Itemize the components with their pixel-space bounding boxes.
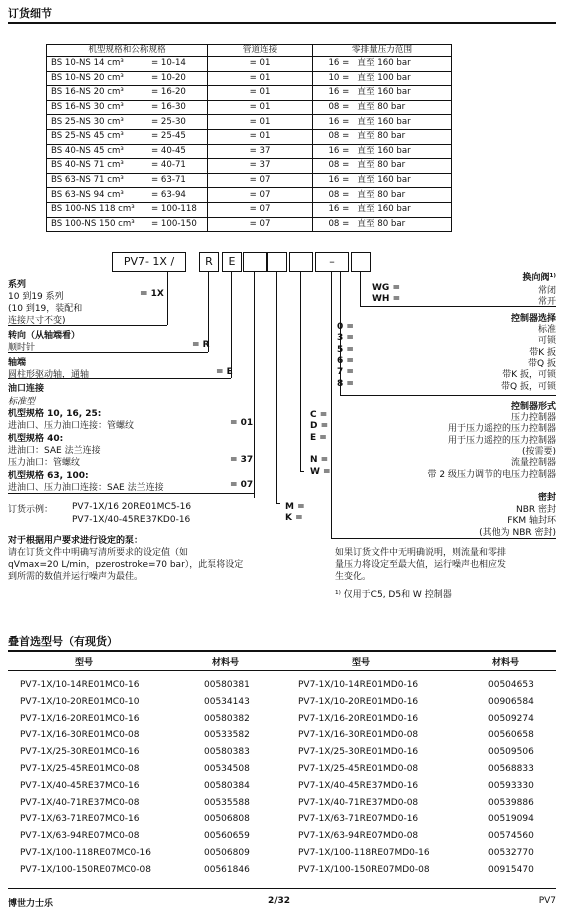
series-label: 系列 [8,280,27,290]
header-rule [8,22,556,24]
spec-cell-model: BS 10-NS 14 cm³ [47,57,148,72]
spec-cell-model: BS 40-NS 71 cm³ [47,159,148,174]
right-note-1: 如果订货文件中无明确说明，则流量和零排 [335,548,507,558]
ctrl-option-code: 5 = [337,344,354,355]
ctrl-option-code: 7 = [337,367,354,378]
pref-right-type: PV7-1X/10-14RE01MD0-16 [298,680,419,690]
spec-cell-pval: 直至 160 bar [353,202,451,217]
code-box-rotation: R [199,252,219,272]
preferred-title: 叠首选型号（有现货） [8,635,118,648]
rotation-label: 转向（从轴端看） [8,331,81,341]
spec-cell-pval: 直至 80 bar [353,159,451,174]
shaft-label: 轴端 [8,358,27,368]
pref-col-type-left: 型号 [75,658,94,668]
pref-left-mat: 00580384 [204,780,250,791]
port-group2-code: = 37 [230,455,254,465]
spec-cell-pipe: = 07 [208,217,313,232]
pref-left-mat: 00506808 [204,814,250,825]
pref-left-mat: 00534143 [204,696,250,707]
pref-left-type: PV7-1X/16-20RE01MC0-16 [20,713,140,724]
pref-left-mat: 00580383 [204,747,250,758]
pref-left-mat: 00561846 [204,864,250,875]
pref-left-type: PV7-1X/25-30RE01MC0-16 [20,747,140,758]
type-option-desc: 用于压力遥控的压力控制器 [447,424,556,435]
spec-cell-code: = 25-45 [147,129,208,144]
code-box-prange [289,252,313,272]
series-line1: 10 到19 系列 [8,292,64,302]
spec-cell-pval: 直至 80 bar [353,217,451,232]
seal-option-code: K = [285,513,303,524]
series-line2: (10 到19，装配和 [8,304,83,314]
spec-cell-pval: 直至 80 bar [353,188,451,203]
spec-cell-code: = 16-20 [147,86,208,101]
pref-left-mat: 00506809 [204,847,250,858]
section-title: 订货细节 [8,7,52,20]
type-option-desc: 带 2 级压力调节的电压力控制器 [427,469,556,480]
spec-row [47,144,452,159]
spec-cell-code: = 63-71 [147,173,208,188]
spec-cell-pipe: = 01 [208,71,313,86]
type-option-desc: 用于压力遥控的压力控制器 [447,435,556,446]
valve-option-desc: 常闭 [537,286,556,296]
spec-cell-prange: 08 = [313,159,354,174]
spec-cell-prange: 16 = [313,144,354,159]
spec-cell-code: = 16-30 [147,100,208,115]
pref-left-mat: 00560659 [204,831,250,842]
spec-cell-pipe: = 37 [208,144,313,159]
pref-right-mat: 00593330 [488,780,534,791]
spec-cell-model: BS 100-NS 150 cm³ [47,217,148,232]
spec-cell-code: = 63-94 [147,188,208,203]
ctrl-option-code: 0 = [337,322,354,332]
type-option-code: E = [310,432,327,443]
spec-cell-model: BS 40-NS 45 cm³ [47,144,148,159]
spec-cell-model: BS 63-NS 94 cm³ [47,188,148,203]
pref-right-mat: 00568833 [488,763,534,774]
pref-left-mat: 00580382 [204,713,250,724]
port-group1-desc: 进油口、压力油口连接：管螺纹 [8,421,135,431]
spec-cell-pval: 直至 160 bar [353,144,451,159]
pref-left-mat: 00580381 [204,680,250,690]
port-label: 油口连接 [8,384,45,394]
ctrl-option-desc: 带Q 扳 [528,358,556,369]
pref-col-mat-right: 材料号 [492,658,520,668]
port-group2: 机型规格 40: [8,434,64,444]
pref-right-type: PV7-1X/25-30RE01MD0-16 [298,747,419,758]
spec-cell-pipe: = 07 [208,173,313,188]
right-note-2: 量压力将设定至最大值，运行噪声也相应发 [335,560,507,570]
pref-right-mat: 00539886 [488,797,534,808]
footer-page: 2/32 [268,896,291,906]
custom-note-1: 对于根据用户要求进行设定的泵： [8,536,144,546]
spec-cell-pipe: = 01 [208,129,313,144]
seal-title: 密封 [537,493,556,503]
spec-cell-pipe: = 01 [208,86,313,101]
pref-right-type: PV7-1X/10-20RE01MD0-16 [298,696,419,707]
port-group1: 机型规格 10, 16, 25: [8,409,102,419]
type-option-code: D = [310,421,329,432]
seal-option-desc: (其他为 NBR 密封) [479,527,556,538]
ctrl-option-code: 6 = [337,355,354,366]
spec-cell-code: = 10-20 [147,71,208,86]
spec-cell-prange: 08 = [313,217,354,232]
spec-cell-prange: 16 = [313,86,354,101]
spec-row [47,217,452,232]
spec-cell-model: BS 10-NS 20 cm³ [47,71,148,86]
spec-cell-pipe: = 37 [208,159,313,174]
custom-note-2: 请在订货文件中明确写清所要求的设定值（如 [8,548,189,558]
spec-cell-pipe: = 01 [208,115,313,130]
spec-row [47,202,452,217]
spec-cell-pval: 直至 160 bar [353,115,451,130]
port-group3-code: = 07 [230,480,254,490]
spec-cell-prange: 08 = [313,188,354,203]
pref-right-type: PV7-1X/40-45RE37MD0-16 [298,780,419,791]
spec-col-pipe: 管道连接 [208,45,313,57]
ctrl-option-desc: 带K 扳 [529,347,556,358]
pref-left-type: PV7-1X/10-14RE01MC0-16 [20,680,140,690]
ctrl-option-code: 3 = [337,333,354,344]
spec-row [47,57,452,72]
pref-right-mat: 00509274 [488,713,534,724]
spec-cell-code: = 10-14 [147,57,208,72]
footer-left: 博世力士乐 [8,899,54,909]
pref-right-mat: 00509506 [488,747,534,758]
spec-col-prange: 零排量压力范围 [313,45,452,57]
spec-cell-model: BS 63-NS 71 cm³ [47,173,148,188]
pref-right-mat: 00574560 [488,831,534,842]
ctrl-title: 控制器选择 [510,314,556,324]
ctrl-option-code: 8 = [337,378,354,389]
pref-left-type: PV7-1X/40-45RE37MC0-16 [20,780,140,791]
ctrl-option-desc: 带Q 扳，可锁 [501,381,556,392]
spec-cell-pval: 直至 100 bar [353,71,451,86]
spec-cell-model: BS 100-NS 118 cm³ [47,202,148,217]
ctrl-option-desc: 标准 [537,325,556,335]
spec-row [47,100,452,115]
pref-left-type: PV7-1X/100-150RE07MC0-08 [20,864,151,875]
port-group2-desc: 进油口：SAE 法兰连接 [8,446,101,456]
spec-cell-prange: 08 = [313,129,354,144]
spec-cell-model: BS 16-NS 30 cm³ [47,100,148,115]
spec-cell-prange: 16 = [313,57,354,72]
pref-left-type: PV7-1X/100-118RE07MC0-16 [20,847,151,858]
pref-left-type: PV7-1X/63-71RE07MC0-16 [20,814,140,825]
custom-note-3: qVmax=20 L/min，pzerostroke=70 bar），此泵将设定 [8,560,244,570]
pref-right-mat: 00504653 [488,680,534,690]
spec-row [47,159,452,174]
footnote: ¹⁾ 仅用于C5, D5和 W 控制器 [335,590,452,600]
pref-left-type: PV7-1X/40-71RE37MC0-08 [20,797,140,808]
series-line3: 连接尺寸不变) [8,316,66,326]
spec-col-model: 机型规格和公称规格 [47,45,208,57]
right-note-3: 生变化。 [335,572,372,582]
pref-right-type: PV7-1X/25-45RE01MD0-08 [298,763,419,774]
footer-right: PV7 [538,896,556,906]
spec-cell-prange: 10 = [313,71,354,86]
pref-right-type: PV7-1X/16-20RE01MD0-16 [298,713,419,724]
custom-note-4: 到所需的数值并运行噪声为最佳。 [8,572,144,582]
valve-option-code: WH = [372,294,401,305]
code-box-size [243,252,267,272]
pref-right-type: PV7-1X/63-71RE07MD0-16 [298,814,419,825]
spec-row [47,71,452,86]
pref-left-type: PV7-1X/10-20RE01MC0-10 [20,696,140,707]
spec-cell-code: = 100-118 [147,202,208,217]
pref-right-type: PV7-1X/100-118RE07MD0-16 [298,847,430,858]
pref-left-mat: 00535588 [204,797,250,808]
pref-right-type: PV7-1X/40-71RE37MD0-08 [298,797,419,808]
valve-option-desc: 常开 [537,297,556,308]
pref-left-mat: 00533582 [204,730,250,741]
type-option-desc: (按需要) [521,446,556,457]
spec-cell-code: = 25-30 [147,115,208,130]
code-box-dash: – [315,252,349,272]
port-group3-desc: 进油口、压力油口连接：SAE 法兰连接 [8,483,164,493]
type-title: 控制器形式 [510,402,556,412]
pref-right-type: PV7-1X/63-94RE07MD0-08 [298,831,419,842]
type-option-code: C = [310,410,328,420]
spec-cell-pval: 直至 80 bar [353,129,451,144]
spec-cell-pval: 直至 160 bar [353,57,451,72]
valve-title: 换向阀¹⁾ [522,273,556,283]
shaft-line1: 圆柱形驱动轴，通轴 [8,370,90,380]
spec-cell-pipe: = 01 [208,100,313,115]
pref-right-mat: 00906584 [488,696,534,707]
port-group1-code: = 01 [230,418,254,428]
shaft-code: = E [216,367,233,377]
ctrl-option-desc: 带K 扳，可锁 [502,370,556,381]
example-2: PV7-1X/40-45RE37KD0-16 [72,515,191,525]
type-option-desc: 压力控制器 [510,413,556,423]
spec-cell-pipe: = 07 [208,202,313,217]
ctrl-option-desc: 可锁 [537,336,556,347]
pref-right-mat: 00915470 [488,864,534,875]
code-box-shaft: E [222,252,242,272]
rotation-code: = R [192,340,210,350]
pref-right-mat: 00519094 [488,814,534,825]
pref-left-type: PV7-1X/63-94RE07MC0-08 [20,831,140,842]
spec-cell-model: BS 25-NS 45 cm³ [47,129,148,144]
spec-row [47,188,452,203]
example-label: 订货示例： [8,505,54,515]
series-code: = 1X [140,289,164,299]
pref-right-type: PV7-1X/100-150RE07MD0-08 [298,864,430,875]
pref-right-mat: 00560658 [488,730,534,741]
spec-cell-code: = 40-45 [147,144,208,159]
spec-table [46,44,452,232]
pref-col-type-right: 型号 [352,658,371,668]
valve-option-code: WG = [372,283,400,293]
seal-option-code: M = [285,502,305,512]
type-option-desc: 流量控制器 [510,458,556,469]
type-option-code: W = [310,466,331,477]
code-box-series: PV7- 1X / [112,252,186,272]
spec-cell-code: = 100-150 [147,217,208,232]
spec-cell-prange: 08 = [313,100,354,115]
rotation-line1: 顺时针 [8,343,36,353]
spec-cell-prange: 16 = [313,115,354,130]
spec-table-header [47,45,452,57]
pref-left-type: PV7-1X/25-45RE01MC0-08 [20,763,140,774]
pref-left-mat: 00534508 [204,763,250,774]
spec-row [47,86,452,101]
seal-option-desc: NBR 密封 [515,505,556,515]
port-group3: 机型规格 63, 100: [8,471,89,481]
port-group2-desc2: 压力油口：管螺纹 [8,458,81,468]
spec-cell-pval: 直至 160 bar [353,173,451,188]
spec-cell-model: BS 16-NS 20 cm³ [47,86,148,101]
spec-cell-pipe: = 07 [208,188,313,203]
type-option-code: N = [310,455,329,466]
seal-option-desc: FKM 轴封环 [507,516,556,527]
port-standard: 标准型 [8,397,36,407]
spec-row [47,129,452,144]
code-box-port [267,252,287,272]
pref-right-type: PV7-1X/16-30RE01MD0-08 [298,730,419,741]
spec-row [47,173,452,188]
pref-col-mat-left: 材料号 [212,658,240,668]
spec-cell-code: = 40-71 [147,159,208,174]
spec-row [47,115,452,130]
pref-right-mat: 00532770 [488,847,534,858]
pref-left-type: PV7-1X/16-30RE01MC0-08 [20,730,140,741]
spec-cell-prange: 16 = [313,173,354,188]
example-1: PV7-1X/16 20RE01MC5-16 [72,502,192,512]
spec-cell-pval: 直至 80 bar [353,100,451,115]
spec-cell-pipe: = 01 [208,57,313,72]
spec-cell-pval: 直至 160 bar [353,86,451,101]
spec-cell-prange: 16 = [313,202,354,217]
code-box-valve [351,252,371,272]
spec-cell-model: BS 25-NS 30 cm³ [47,115,148,130]
